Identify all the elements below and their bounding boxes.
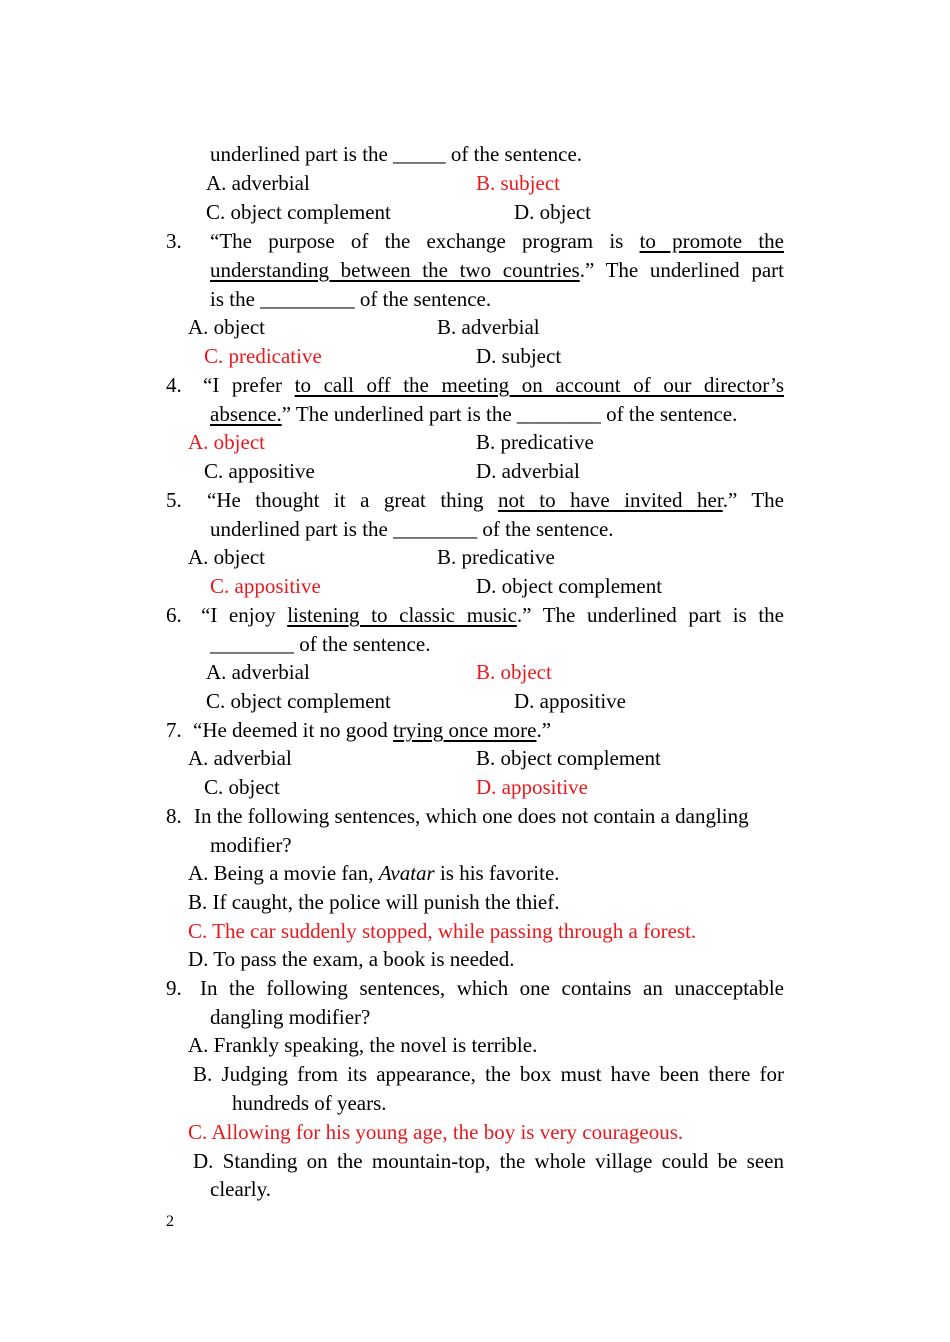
q9-stem-line-1: In the following sentences, which one contains an unacceptable — [200, 976, 784, 1000]
q2-option-b-answer: B. subject — [476, 171, 560, 195]
q8-stem-line-1: In the following sentences, which one does not contain a dangling — [194, 804, 749, 828]
q3-underlined-part-cont: understanding between the two countries — [210, 258, 580, 282]
q8-stem-line-2: modifier? — [210, 833, 292, 857]
page-number: 2 — [166, 1213, 174, 1230]
q3-underlined-part: to promote the — [639, 229, 784, 253]
q9-option-d-line-2: clearly. — [210, 1177, 272, 1201]
q4-underlined-part: to call off the meeting on account of our director’s — [294, 373, 785, 397]
q9-option-b-line-2: hundreds of years. — [232, 1091, 387, 1115]
q6-option-a: A. adverbial — [206, 660, 310, 684]
q9-stem-line-2: dangling modifier? — [210, 1005, 371, 1029]
q2-stem-tail: underlined part is the _____ of the sentence. — [210, 142, 583, 166]
q6-option-c: C. object complement — [206, 689, 391, 713]
q7-option-c: C. object — [204, 775, 280, 799]
q3-option-d: D. subject — [476, 344, 562, 368]
q7-stem-line-1: “He deemed it no good trying once more.” — [193, 718, 552, 742]
q8-option-c-answer: C. The car suddenly stopped, while passing through a forest. — [188, 919, 697, 943]
q7-number: 7. — [166, 718, 182, 742]
q6-option-d: D. appositive — [514, 689, 626, 713]
q8-option-d: D. To pass the exam, a book is needed. — [188, 947, 515, 971]
q5-option-d: D. object complement — [476, 574, 663, 598]
q9-number: 9. — [166, 976, 182, 1000]
q7-underlined-part: trying once more — [393, 718, 537, 742]
q4-stem-line-2: absence.” The underlined part is the ________ of the sentence. — [210, 402, 738, 426]
q4-stem-line-1: “I prefer to call off the meeting on account of our director’s — [203, 373, 785, 397]
q6-stem-line-1: “I enjoy listening to classic music.” The underlined part is the — [201, 603, 784, 627]
q7-option-d-answer: D. appositive — [476, 775, 588, 799]
q4-option-c: C. appositive — [204, 459, 315, 483]
q6-option-b-answer: B. object — [476, 660, 552, 684]
q5-number: 5. — [166, 488, 182, 512]
q3-option-b: B. adverbial — [437, 315, 540, 339]
q5-underlined-part: not to have invited her — [497, 488, 723, 512]
q9-option-b-line-1: B. Judging from its appearance, the box must have been there for — [193, 1062, 784, 1086]
q6-number: 6. — [166, 603, 182, 627]
q3-option-a: A. object — [188, 315, 265, 339]
q8-number: 8. — [166, 804, 182, 828]
q9-option-a: A. Frankly speaking, the novel is terrible. — [188, 1033, 538, 1057]
q4-option-b: B. predicative — [476, 430, 594, 454]
q3-stem-line-1: “The purpose of the exchange program is to promote the — [210, 229, 784, 253]
q8-option-a-title: Avatar — [378, 861, 435, 885]
q3-stem-line-3: is the _________ of the sentence. — [210, 287, 492, 311]
q7-option-a: A. adverbial — [188, 746, 292, 770]
q3-stem-line-2: understanding between the two countries.” The underlined part — [210, 258, 784, 282]
q5-option-b: B. predicative — [437, 545, 555, 569]
q5-option-a: A. object — [188, 545, 265, 569]
q3-option-c-answer: C. predicative — [204, 344, 322, 368]
q8-option-b: B. If caught, the police will punish the thief. — [188, 890, 560, 914]
q5-option-c-answer: C. appositive — [210, 574, 321, 598]
q7-option-b: B. object complement — [476, 746, 661, 770]
q9-option-c-answer: C. Allowing for his young age, the boy is very courageous. — [188, 1120, 684, 1144]
q9-option-d-line-1: D. Standing on the mountain-top, the whole village could be seen — [193, 1149, 784, 1173]
q8-option-a: A. Being a movie fan, Avatar is his favorite. — [188, 861, 560, 885]
q4-number: 4. — [166, 373, 182, 397]
q4-option-d: D. adverbial — [476, 459, 580, 483]
q4-underlined-part-cont: absence. — [210, 402, 282, 426]
q6-stem-line-2: ________ of the sentence. — [210, 632, 431, 656]
q2-option-c: C. object complement — [206, 200, 391, 224]
q2-option-d: D. object — [514, 200, 591, 224]
q3-number: 3. — [166, 229, 182, 253]
q5-stem-line-1: “He thought it a great thing not to have invited her.” The — [207, 488, 785, 512]
q4-option-a-answer: A. object — [188, 430, 265, 454]
q2-option-a: A. adverbial — [206, 171, 310, 195]
q5-stem-line-2: underlined part is the ________ of the sentence. — [210, 517, 614, 541]
q6-underlined-part: listening to classic music — [287, 603, 517, 627]
